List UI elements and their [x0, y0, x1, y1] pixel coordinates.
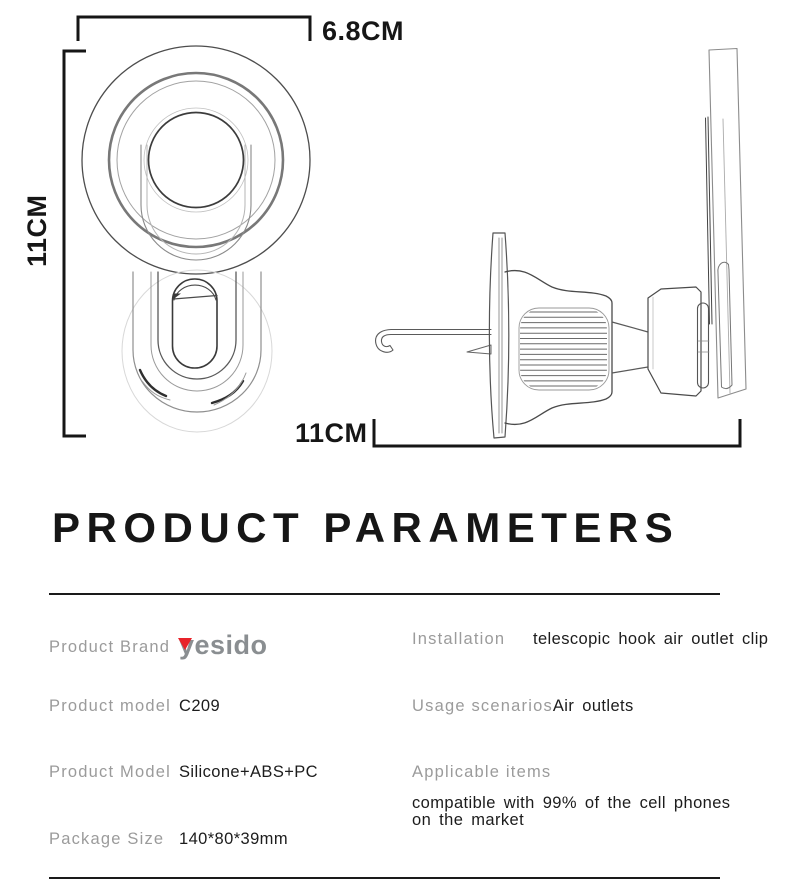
side-view-drawing [376, 49, 746, 439]
yesido-logo [179, 632, 268, 659]
param-row-material [49, 763, 412, 830]
param-label: Installation [412, 630, 506, 648]
parameters-column-right [412, 630, 784, 877]
parameters-table [49, 593, 769, 879]
param-value: 140*80*39mm [179, 829, 288, 848]
param-value: compatible with 99% of the cell phones on the market [412, 794, 731, 830]
param-value: C209 [179, 696, 221, 715]
parameters-column-left [49, 630, 412, 877]
bottom-width-bracket [374, 419, 740, 446]
param-label: Usage scenarios [412, 696, 553, 715]
front-view-drawing [82, 46, 310, 432]
param-label: Package Size [49, 829, 165, 848]
side-width-dimension-label: 11CM [295, 418, 368, 448]
param-label: Applicable items [412, 763, 552, 781]
page-title: PRODUCT PARAMETERS [52, 504, 680, 551]
left-height-bracket [64, 51, 86, 436]
param-row-package-size [49, 830, 412, 892]
top-width-bracket [78, 17, 310, 41]
param-row-installation [412, 630, 784, 697]
yesido-logo-triangle-icon [178, 638, 192, 650]
param-label: Product model [49, 696, 171, 715]
dimension-lines [64, 17, 740, 446]
front-height-dimension-label: 11CM [22, 194, 52, 267]
param-label: Product Model [49, 763, 171, 781]
param-row-usage-scenarios [412, 697, 784, 764]
param-value: Air outlets [552, 696, 634, 715]
param-row-product-model [49, 697, 412, 764]
param-row-product-brand [49, 630, 412, 697]
yesido-logo-text: yesido [179, 630, 268, 660]
param-row-applicable-items [412, 763, 784, 830]
param-label: Product Brand [49, 638, 171, 656]
param-value: telescopic hook air outlet clip [533, 630, 769, 648]
front-width-dimension-label: 6.8CM [322, 16, 405, 46]
param-value: Silicone+ABS+PC [179, 763, 318, 781]
